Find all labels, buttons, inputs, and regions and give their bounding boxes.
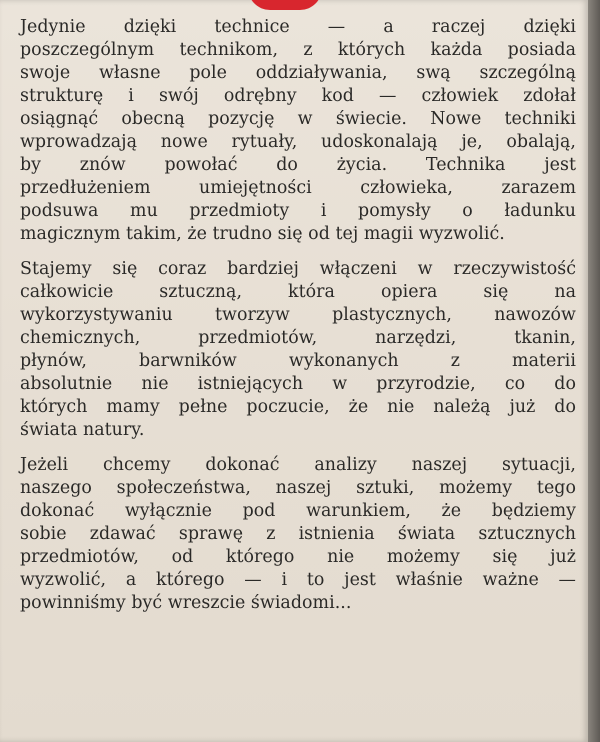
page-edge: [588, 0, 600, 742]
text-line: powinniśmy być wreszcie świadomi...: [20, 593, 352, 613]
text-line: poszczególnym technikom, z których każda posiada: [20, 40, 576, 60]
text-line: Jedynie dzięki technice — a raczej dzięki: [20, 17, 576, 37]
text-line: przedmiotów, od którego nie możemy się już: [20, 547, 576, 567]
text-line: wyzwolić, a którego — i to jest właśnie ważne —: [20, 570, 576, 590]
paragraph-1: [20, 16, 576, 246]
text-line: chemicznych, przedmiotów, narzędzi, tkanin,: [20, 328, 576, 348]
red-bookmark-tab: [248, 0, 322, 10]
text-line: naszego społeczeństwa, naszej sztuki, możemy tego: [20, 478, 576, 498]
text-line: dokonać wyłącznie pod warunkiem, że będziemy: [20, 501, 576, 521]
text-line: strukturę i swój odrębny kod — człowiek zdołał: [20, 86, 576, 106]
text-line: całkowicie sztuczną, która opiera się na: [20, 282, 576, 302]
paragraph-2: [20, 258, 576, 442]
text-line: sobie zdawać sprawę z istnienia świata sztucznych: [20, 524, 576, 544]
text-line: osiągnąć obecną pozycję w świecie. Nowe techniki: [20, 109, 576, 129]
text-line: by znów powołać do życia. Technika jest: [20, 155, 576, 175]
text-line: wykorzystywaniu tworzyw plastycznych, nawozów: [20, 305, 576, 325]
text-line: przedłużeniem umiejętności człowieka, zarazem: [20, 178, 576, 198]
body-text: [20, 16, 576, 627]
text-line: wprowadzają nowe rytuały, udoskonalają je, obalają,: [20, 132, 576, 152]
text-line: swoje własne pole oddziaływania, swą szczególną: [20, 63, 576, 83]
text-line: świata natury.: [20, 420, 145, 440]
text-line: absolutnie nie istniejących w przyrodzie, co do: [20, 374, 576, 394]
text-line: płynów, barwników wykonanych z materii: [20, 351, 576, 371]
text-line: Stajemy się coraz bardziej włączeni w rzeczywistość: [20, 259, 576, 279]
text-line: podsuwa mu przedmioty i pomysły o ładunku: [20, 201, 576, 221]
text-line: których mamy pełne poczucie, że nie należą już do: [20, 397, 576, 417]
text-line: Jeżeli chcemy dokonać analizy naszej sytuacji,: [20, 455, 576, 475]
paragraph-3: [20, 454, 576, 615]
text-line: magicznym takim, że trudno się od tej magii wyzwolić.: [20, 224, 505, 244]
